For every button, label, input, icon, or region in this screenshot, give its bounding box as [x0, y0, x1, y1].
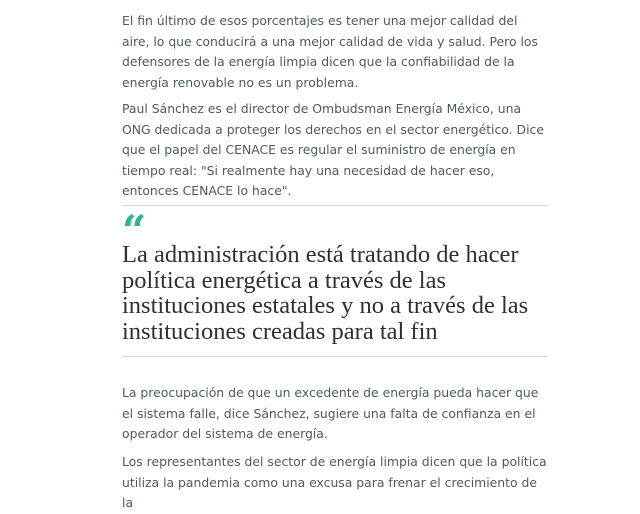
pull-quote-text: La administración está tratando de hacer política energética a través de las instituciones estatales y no a través de las instituciones creadas para tal fin	[122, 241, 529, 345]
quote-mark-icon: “	[122, 210, 147, 240]
article-paragraph: El fin último de esos porcentajes es tener una mejor calidad del aire, lo que conducirá a una mejor calidad de vida y salud. Pero los defensores de la energía limpia dicen que la confiabilidad de la energía renovable no es un problema.	[122, 13, 538, 90]
article-paragraph: Paul Sánchez es el director de Ombudsman Energía México, una ONG dedicada a proteger los derechos en el sector energético. Dice que el papel del CENACE es regular el suministro de energía en tiempo real: "Si realmente hay una necesidad de hacer eso, entonces CENACE lo hace".	[122, 101, 544, 198]
article-paragraph: Los representantes del sector de energía limpia dicen que la política utiliza la pandemia como una excusa para frenar el crecimiento de la	[122, 454, 547, 510]
pull-quote	[122, 205, 548, 357]
article-paragraph: La preocupación de que un excedente de energía pueda hacer que el sistema falle, dice Sánchez, sugiere una falta de confianza en el operador del sistema de energía.	[122, 385, 539, 441]
